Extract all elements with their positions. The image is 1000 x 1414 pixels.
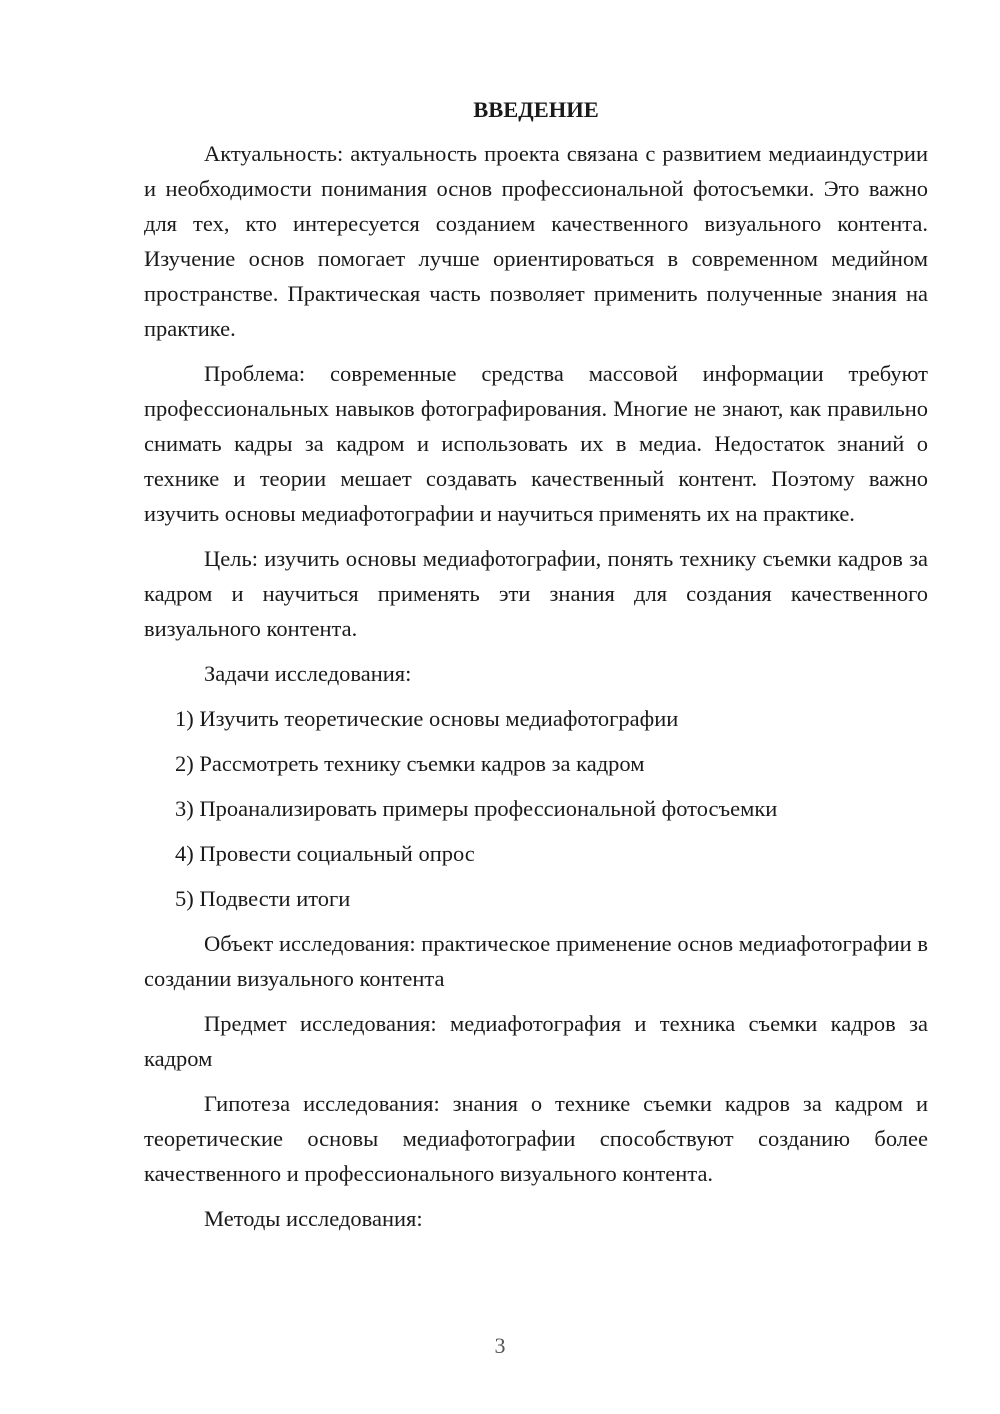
document-page [144,90,928,1246]
hypothesis-paragraph: Гипотеза исследования: знания о технике съемки кадров за кадром и теоретические основы медиафотографии способствуют созданию более качественного и профессионального визуального контента. [144,1091,928,1186]
task-item: 1) Изучить теоретические основы медиафотографии [175,706,679,731]
tasks-label: Задачи исследования: [204,661,412,686]
task-item: 3) Проанализировать примеры профессиональной фотосъемки [175,796,778,821]
task-item: 2) Рассмотреть технику съемки кадров за кадром [175,751,645,776]
problem-paragraph: Проблема: современные средства массовой информации требуют профессиональных навыков фотографирования. Многие не знают, как правильно снимать кадры за кадром и использовать их в медиа. Недостаток знаний о технике и теории мешает создавать качественный контент. Поэтому важно изучить основы медиафотографии и научиться применять их на практике. [144,361,928,526]
subject-paragraph: Предмет исследования: медиафотография и техника съемки кадров за кадром [144,1011,928,1071]
methods-label: Методы исследования: [204,1206,423,1231]
page-number: 3 [494,1333,506,1358]
goal-paragraph: Цель: изучить основы медиафотографии, понять технику съемки кадров за кадром и научиться применять эти знания для создания качественного визуального контента. [144,546,928,641]
relevance-paragraph: Актуальность: актуальность проекта связана с развитием медиаиндустрии и необходимости понимания основ профессиональной фотосъемки. Это важно для тех, кто интересуется созданием качественного визуального контента. Изучение основ помогает лучше ориентироваться в современном медийном пространстве. Практическая часть позволяет применить полученные знания на практике. [144,141,928,341]
task-item: 4) Провести социальный опрос [175,841,475,866]
tasks-list [144,701,928,916]
object-paragraph: Объект исследования: практическое применение основ медиафотографии в создании визуального контента [144,931,928,991]
task-item: 5) Подвести итоги [175,886,351,911]
page-title: ВВЕДЕНИЕ [473,97,599,122]
